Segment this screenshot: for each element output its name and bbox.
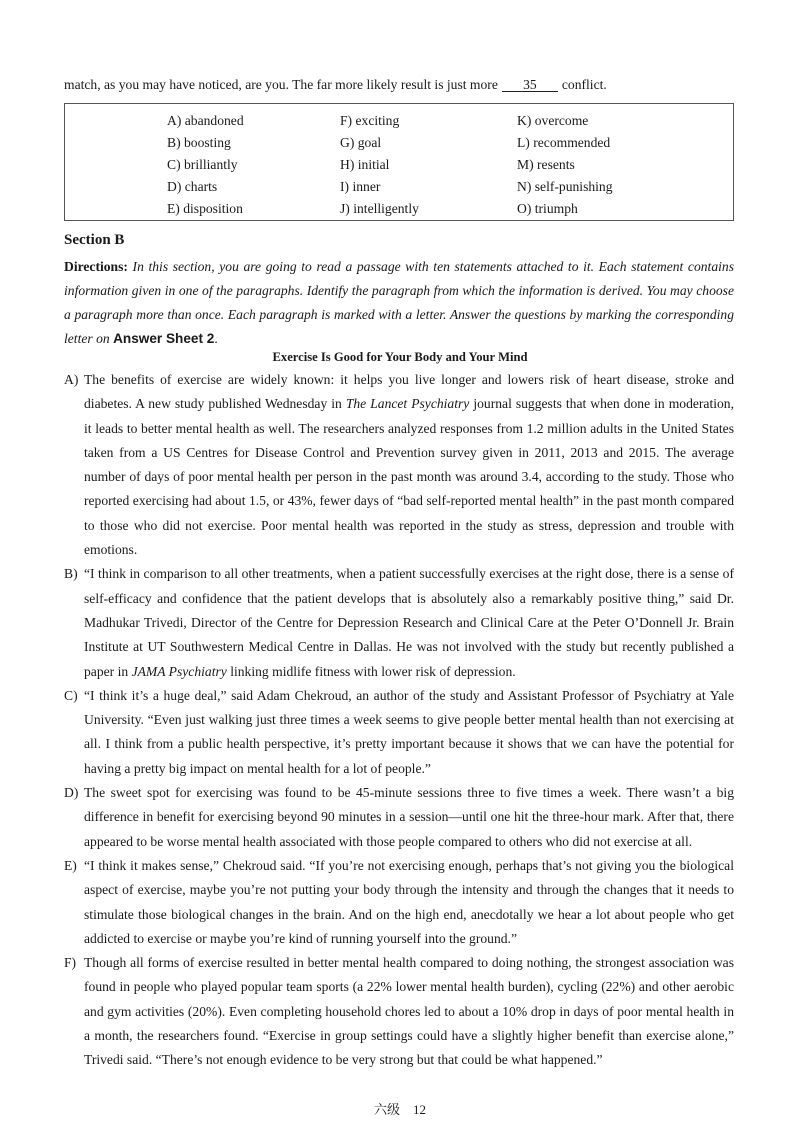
paragraph-text: journal suggests that when done in moderation, it leads to better mental health as well. The researchers analyzed responses from 1.2 million adults in the United States taken from a US Centres for Disease Control and Prevention survey given in 2011, 2013 and 2015. The average number of days of poor mental health per person in the past month was around 3.4, according to the study. Those who reported exercising had about 1.5, or 43%, fewer days of “bad self-reported mental health” in the past month compared to those who did not exercise. Poor mental health was reported in the study as stress, depression and trouble with emotions. <box>84 396 735 558</box>
passage <box>64 368 734 1073</box>
word-option: L) recommended <box>517 135 611 150</box>
paragraph-e <box>64 854 734 951</box>
paragraph-b <box>64 562 734 683</box>
paragraph-letter: E) <box>64 857 77 873</box>
word-bank-column-2 <box>340 110 419 220</box>
answer-sheet-label: Answer Sheet 2 <box>113 331 215 346</box>
paragraph-letter: F) <box>64 955 77 971</box>
paragraph-f <box>64 951 734 1072</box>
paragraph-letter: A) <box>64 372 79 387</box>
directions-text: In this section, you are going to read a passage with ten statements attached to it. Each statement contains information given in one of the paragraphs. Identify the paragraph from which the information is derived. You may choose a paragraph more than once. Each paragraph is marked with a letter. Answer the questions by marking the corresponding letter on <box>64 259 734 346</box>
word-option: J) intelligently <box>340 201 419 216</box>
paragraph-c <box>64 684 734 781</box>
directions <box>64 255 734 351</box>
word-option: M) resents <box>517 157 575 172</box>
paragraph-d <box>64 781 734 854</box>
paragraph-text: linking midlife fitness with lower risk of depression. <box>226 663 516 679</box>
word-option: E) disposition <box>167 201 243 216</box>
paragraph-a <box>64 368 734 562</box>
paragraph-text: “I think it makes sense,” Chekroud said. “If you’re not exercising enough, perhaps that’s not giving you the biological aspect of exercise, maybe you’re not putting your body through the intensity and through the changes that it needs to stimulate those biological changes in the brain. And on the high end, anecdotally we hear a lot about people who get addicted to exercise or maybe you’re kind of running yourself into the ground.” <box>84 857 734 946</box>
word-bank <box>64 103 734 221</box>
paragraph-letter: D) <box>64 785 79 801</box>
word-option: D) charts <box>167 179 218 194</box>
paragraph-text: “I think in comparison to all other treatments, when a patient successfully exercises at the right dose, there is a sense of self-efficacy and confidence that the patient develops that is absolutely also a remarkably positive thing,” said Dr. Madhukar Trivedi, Director of the Centre for Depression Research and Clinical Care at the Peter O’Donnell Jr. Brain Institute at UT Southwestern Medical Centre in Dallas. He was not involved with the study but recently published a paper in <box>84 566 734 679</box>
journal-title: The Lancet Psychiatry <box>345 396 470 412</box>
blank-35: 35 <box>502 78 558 92</box>
directions-label: Directions: <box>64 259 128 274</box>
paragraph-text: Though all forms of exercise resulted in better mental health compared to doing nothing, the strongest association was found in people who played popular team sports (a 22% lower mental health burden), cycling (22%) and other aerobic and gym activities (20%). Even completing household chores led to about a 10% drop in days of poor mental health in a month, the researchers found. “Exercise in group settings could have a slightly higher benefit than exercise alone,” Trivedi said. “There’s not enough evidence to be very strong but that could be what happened.” <box>84 955 734 1068</box>
journal-title: JAMA Psychiatry <box>131 663 227 679</box>
paragraph-letter: B) <box>64 566 78 582</box>
word-option: O) triumph <box>517 201 578 216</box>
previous-passage-line <box>64 77 607 93</box>
word-bank-column-3 <box>517 110 613 220</box>
paragraph-text: The benefits of exercise are widely known: it helps you live longer and lowers risk of heart disease, stroke and diabetes. A new study published Wednesday in <box>84 372 734 412</box>
line-text-end: conflict. <box>561 77 607 92</box>
word-option: K) overcome <box>517 113 589 128</box>
word-option: B) boosting <box>167 135 231 150</box>
section-heading: Section B <box>64 232 125 248</box>
word-option: I) inner <box>340 179 381 194</box>
word-option: C) brilliantly <box>167 157 238 172</box>
paragraph-text: “I think it’s a huge deal,” said Adam Chekroud, an author of the study and Assistant Professor of Psychiatry at Yale University. “Even just walking just three times a week seems to give people better mental health than not exercising at all. I think from a public health perspective, it’s pretty important because it shows that we can have the potential for having a pretty big impact on mental health for a lot of people.” <box>84 687 734 776</box>
word-option: G) goal <box>340 135 382 150</box>
page-footer: 六级 12 <box>373 1102 426 1117</box>
word-bank-column-1 <box>167 110 244 220</box>
passage-title: Exercise Is Good for Your Body and Your Mind <box>272 350 528 364</box>
word-option: F) exciting <box>340 113 400 128</box>
paragraph-text: The sweet spot for exercising was found to be 45-minute sessions three to five times a week. There wasn’t a big difference in benefit for exercising beyond 90 minutes in a session—until one hit the three-hour mark. After that, there appeared to be worse mental health associated with those people compared to others who did not exercise at all. <box>84 785 734 849</box>
word-option: H) initial <box>340 157 390 172</box>
directions-end: . <box>214 331 218 346</box>
paragraph-letter: C) <box>64 687 78 703</box>
word-option: A) abandoned <box>167 113 244 128</box>
word-option: N) self-punishing <box>517 179 613 194</box>
line-text: match, as you may have noticed, are you. The far more likely result is just more <box>64 77 498 92</box>
